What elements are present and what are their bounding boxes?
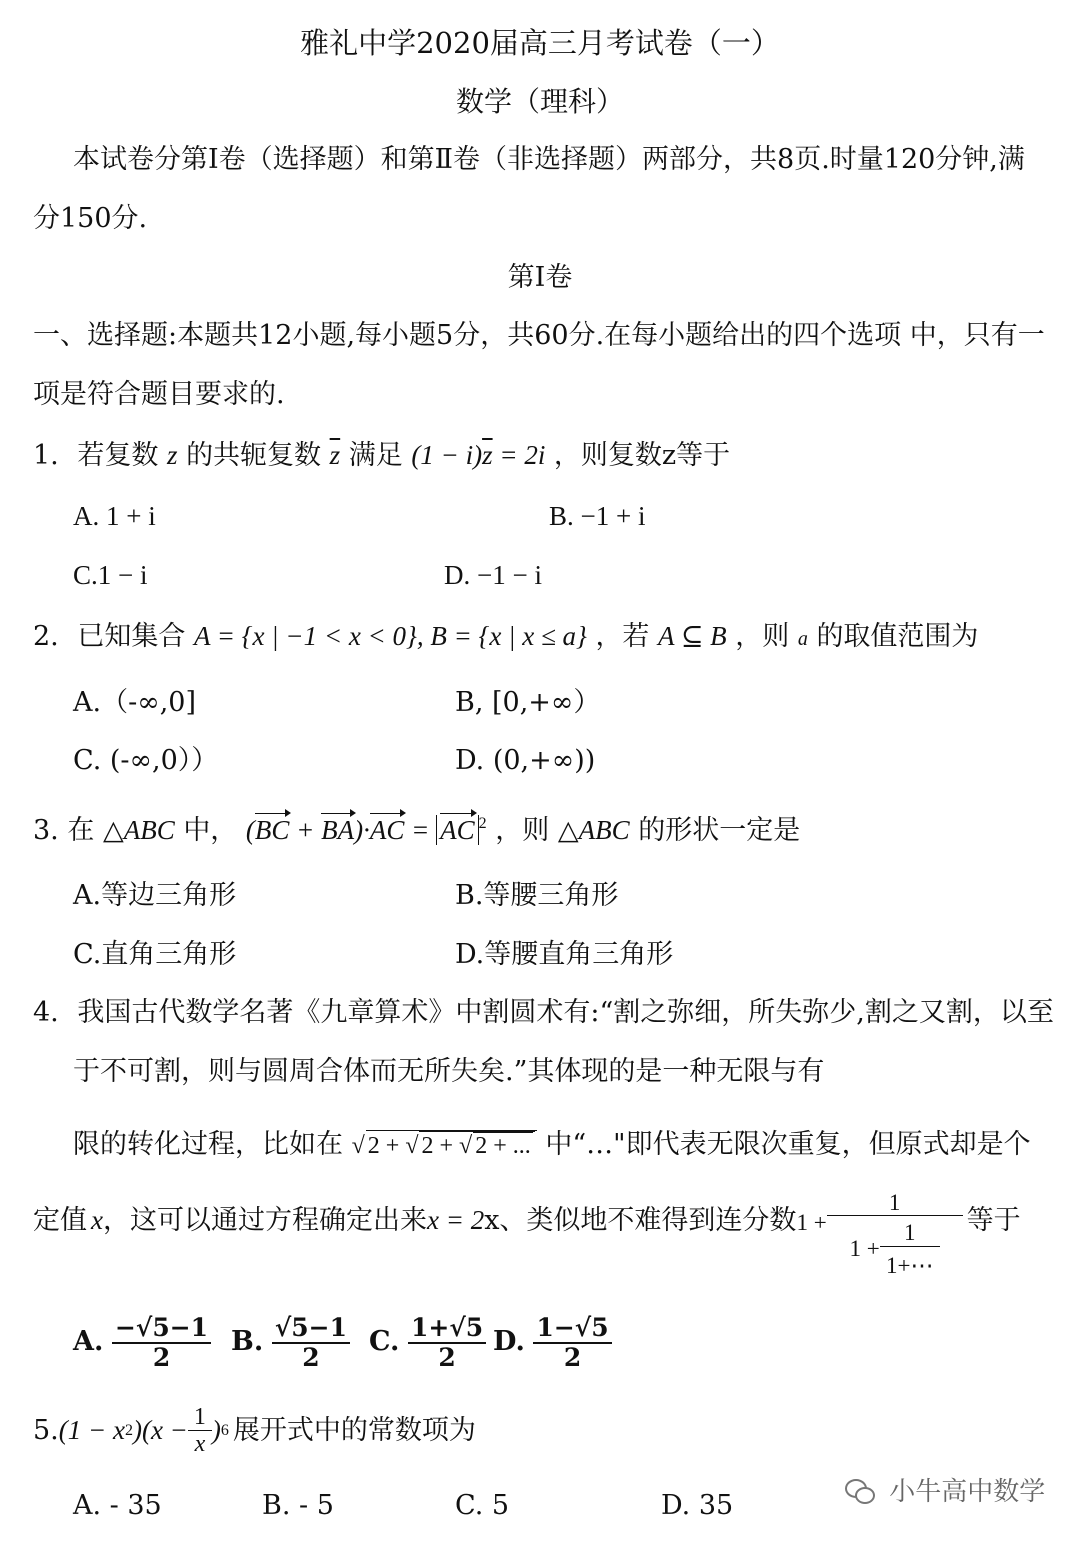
question-3	[33, 815, 800, 846]
question-number: 2.	[33, 621, 59, 652]
option-c: C. (-∞,0））	[73, 745, 219, 776]
question-text: 定值	[33, 1205, 87, 1236]
option-c: C. 5	[455, 1490, 510, 1521]
option-d: D. (0,+∞))	[455, 745, 596, 776]
watermark-text: 小牛高中数学	[889, 1477, 1046, 1507]
section-instructions-line-2: 项是符合题目要求的.	[33, 379, 285, 410]
math-var: z	[166, 440, 178, 470]
math-triangle: △ABC	[557, 815, 630, 845]
question-4-line-3	[73, 1130, 1031, 1160]
intro-line-1: 本试卷分第Ⅰ卷（选择题）和第Ⅱ卷（非选择题）两部分，共8页.时量120分钟,满	[73, 144, 1025, 175]
math-set-expression: A = {x | −1 < x < 0}, B = {x | x ≤ a}	[193, 621, 587, 651]
option-d: D.等腰直角三角形	[455, 939, 674, 970]
option-b: B.等腰三角形	[455, 880, 619, 911]
question-5	[33, 1404, 476, 1458]
math-nested-sqrt: √ 2 + √ 2 + √ 2 + ...	[352, 1133, 537, 1159]
option-d: D. 35	[661, 1490, 734, 1521]
question-text: x、类似地不难得到连分数	[484, 1205, 797, 1236]
question-2	[33, 622, 978, 652]
section-instructions-line-1: 一、选择题:本题共12小题,每小题5分，共60分.在每小题给出的四个选项 中，只有一	[33, 320, 1045, 351]
question-number: 5.	[33, 1415, 59, 1447]
option-d: D. $\frac{1-√5}{2}$	[493, 1314, 612, 1371]
question-text: ，若	[595, 621, 650, 652]
question-text: 展开式中的常数项为	[232, 1415, 476, 1447]
question-4-line-2: 于不可割，则与圆周合体而无所失矣.”其体现的是一种无限与有	[73, 1056, 825, 1087]
question-text: 中，	[183, 815, 238, 846]
question-text: 等于	[966, 1205, 1021, 1236]
option-a: A. $\frac{-√5-1}{2}$	[73, 1314, 211, 1371]
math-equation: x = 2	[426, 1205, 485, 1235]
question-text: 的取值范围为	[816, 621, 979, 652]
option-b: B, [0,+∞）	[455, 687, 601, 718]
question-text: 限的转化过程，比如在	[73, 1129, 343, 1160]
question-text: 若复数	[77, 440, 159, 471]
option-a: A.（-∞,0]	[73, 687, 196, 718]
question-text: ，这可以通过方程确定出来	[102, 1205, 427, 1236]
watermark	[845, 1478, 1045, 1507]
question-4-line-4	[33, 1190, 1021, 1278]
question-number: 1.	[33, 440, 59, 471]
math-binomial-expression: (1 − x 2 )(x − $\frac{1}{x}$ ) 6	[58, 1404, 229, 1458]
question-text: 满足	[348, 440, 403, 471]
option-b: B. - 5	[262, 1490, 334, 1521]
intro-line-2: 分150分.	[33, 203, 148, 234]
math-conjugate: $\overline{z}$	[329, 440, 341, 470]
option-b: B. −1 + i	[549, 501, 646, 531]
question-text: 在	[67, 815, 95, 846]
math-var: x	[91, 1205, 103, 1235]
question-text: ，则	[495, 815, 550, 846]
option-c: C.1 − i	[73, 560, 148, 590]
question-4	[33, 998, 1054, 1028]
question-text: 我国古代数学名著《九章算术》中割圆术有:“割之弥细，所失弥少,割之又割，以至	[77, 997, 1054, 1028]
option-a: A.等边三角形	[73, 880, 237, 911]
exam-title: 雅礼中学2020届高三月考试卷（一）	[300, 26, 780, 60]
option-a: A. - 35	[73, 1490, 162, 1521]
math-triangle: △ABC	[102, 815, 175, 845]
math-subset: A ⊆ B	[658, 621, 727, 651]
question-text: 的形状一定是	[638, 815, 801, 846]
subject-title: 数学（理科）	[455, 85, 624, 118]
option-b: B. $\frac{√5-1}{2}$	[231, 1314, 350, 1371]
option-c: C. $\frac{1+√5}{2}$	[369, 1314, 486, 1371]
question-number: 4.	[33, 997, 59, 1028]
question-text: 的共轭复数	[186, 440, 322, 471]
option-a: A. 1 + i	[73, 501, 156, 531]
question-number: 3.	[33, 815, 59, 846]
math-vector-equation: (BC + BA)·AC = AC $^2$	[245, 815, 487, 845]
math-var: a	[797, 628, 808, 650]
math-continued-fraction: 1 + 1 1 + $\frac{1}{1+\cdots}$	[796, 1190, 962, 1278]
option-d: D. −1 − i	[444, 560, 542, 590]
question-text: ，则	[735, 621, 790, 652]
wechat-icon	[845, 1479, 875, 1503]
question-text: ，则复数z等于	[553, 440, 731, 471]
option-c: C.直角三角形	[73, 939, 237, 970]
question-text: 中“…"即代表无限次重复，但原式却是个	[545, 1129, 1031, 1160]
question-1	[33, 441, 730, 471]
question-text: 已知集合	[77, 621, 186, 652]
math-equation: $(1 - i)\overline{z} = 2i$	[411, 440, 546, 470]
part-heading: 第Ⅰ卷	[507, 262, 573, 293]
